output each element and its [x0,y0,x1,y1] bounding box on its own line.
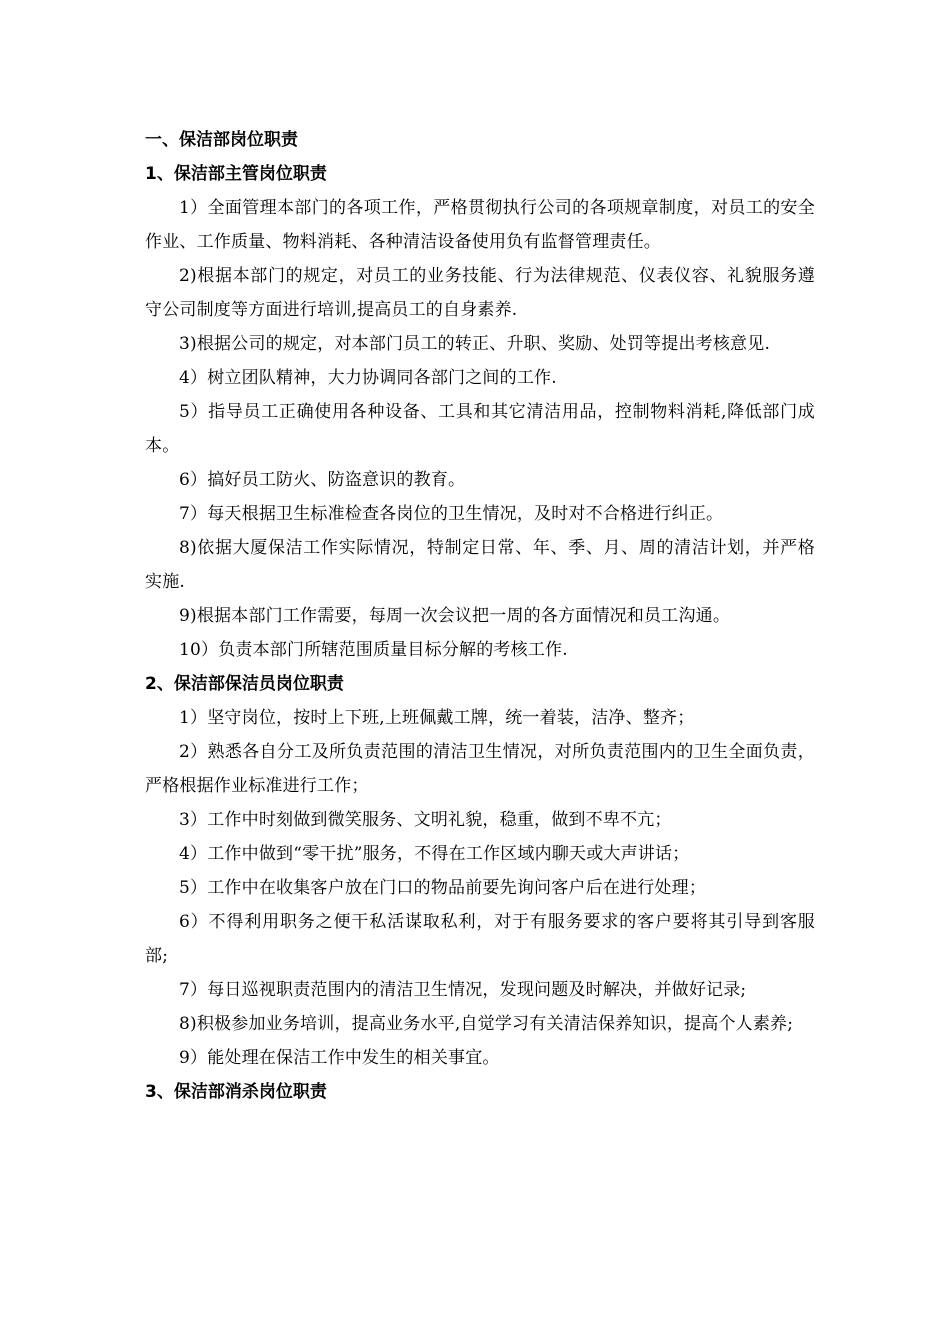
duty-item: 6）不得利用职务之便干私活谋取私利，对于有服务要求的客户要将其引导到客服部; [145,912,815,966]
duty-item: 9）能处理在保洁工作中发生的相关事宜。 [179,1048,500,1068]
duty-item: 3）工作中时刻做到微笑服务、文明礼貌，稳重，做到不卑不亢； [179,810,672,830]
subsection-cleaner [145,667,815,1075]
duty-item: 9)根据本部门工作需要，每周一次会议把一周的各方面情况和员工沟通。 [179,606,731,626]
duty-item: 10）负责本部门所辖范围质量目标分解的考核工作. [179,640,568,660]
duty-item: 5）指导员工正确使用各种设备、工具和其它清洁用品，控制物料消耗,降低部门成本。 [145,402,815,456]
subsection-supervisor [145,157,815,667]
subsection-heading: 1、保洁部主管岗位职责 [145,164,327,184]
duty-item: 4）树立团队精神，大力协调同各部门之间的工作. [179,368,557,388]
subsection-heading: 2、保洁部保洁员岗位职责 [145,674,344,694]
duty-item: 5）工作中在收集客户放在门口的物品前要先询问客户后在进行处理； [179,878,707,898]
duty-item: 1）坚守岗位，按时上下班,上班佩戴工牌，统一着装，洁净、整齐； [179,708,695,728]
subsection-disinfection [145,1075,815,1109]
duty-item: 6）搞好员工防火、防盗意识的教育。 [179,470,466,490]
duty-item: 7）每天根据卫生标准检查各岗位的卫生情况，及时对不合格进行纠正。 [179,504,724,524]
duty-item: 7）每日巡视职责范围内的清洁卫生情况，发现问题及时解决，并做好记录; [179,980,747,1000]
section-title: 一、保洁部岗位职责 [145,130,298,150]
subsection-heading: 3、保洁部消杀岗位职责 [145,1082,327,1102]
duty-item: 2）熟悉各自分工及所负责范围的清洁卫生情况，对所负责范围内的卫生全面负责，严格根据作业标准进行工作； [145,742,815,796]
duty-item: 8)积极参加业务培训，提高业务水平,自觉学习有关清洁保养知识，提高个人素养; [179,1014,794,1034]
duty-item: 8)依据大厦保洁工作实际情况，特制定日常、年、季、月、周的清洁计划，并严格实施. [145,538,815,592]
duty-item: 1）全面管理本部门的各项工作，严格贯彻执行公司的各项规章制度，对员工的安全作业、工作质量、物料消耗、各种清洁设备使用负有监督管理责任。 [145,198,815,252]
document-page [145,123,815,1109]
duty-item: 4）工作中做到“零干扰”服务，不得在工作区域内聊天或大声讲话； [179,844,690,864]
duty-item: 3)根据公司的规定，对本部门员工的转正、升职、奖励、处罚等提出考核意见. [179,334,771,354]
duty-item: 2)根据本部门的规定，对员工的业务技能、行为法律规范、仪表仪容、礼貌服务遵守公司制度等方面进行培训,提高员工的自身素养. [145,266,815,320]
